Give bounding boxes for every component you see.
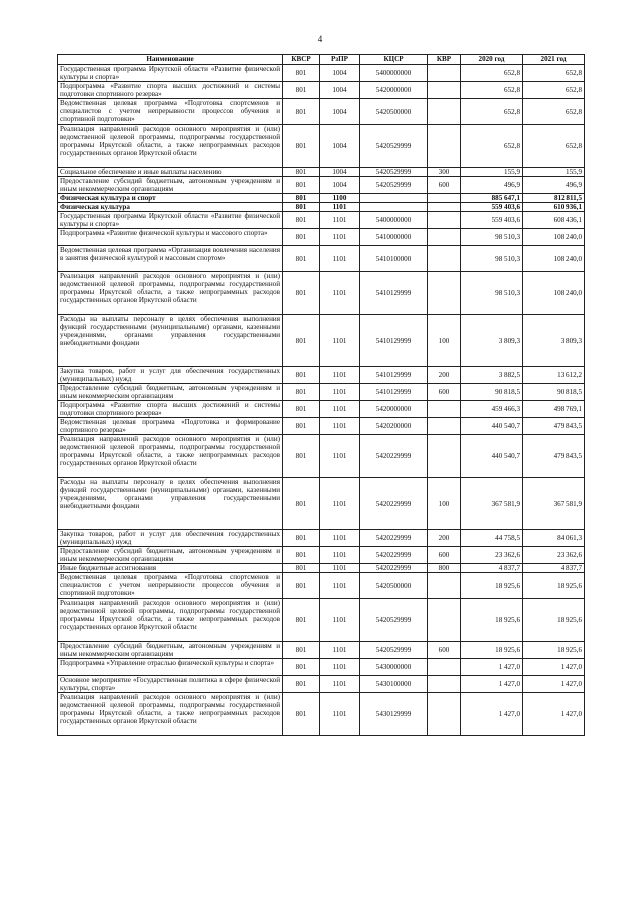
table-row: [58, 246, 585, 272]
cell-2020: 44 758,5: [461, 530, 523, 547]
table-row: [58, 212, 585, 229]
cell-kvr: [428, 599, 461, 642]
cell-2021: 108 240,0: [523, 272, 585, 315]
cell-rzpr: 1100: [320, 194, 360, 203]
cell-2020: 4 837,7: [461, 564, 523, 573]
cell-kvr: [428, 65, 461, 82]
cell-kcsr: [360, 203, 428, 212]
cell-2020: 98 510,3: [461, 272, 523, 315]
cell-name: Закупка товаров, работ и услуг для обеспечения государственных (муниципальных) нужд: [58, 530, 283, 547]
cell-2020: 155,9: [461, 168, 523, 177]
header-2021: 2021 год: [523, 55, 585, 65]
cell-kvr: [428, 125, 461, 168]
cell-2020: 652,8: [461, 99, 523, 125]
cell-name: Ведомственная целевая программа «Организация вовлечения населения в занятия физической культурой и массовым спортом»: [58, 246, 283, 272]
cell-name: Подпрограмма «Управление отраслью физической культуры и спорта»: [58, 659, 283, 676]
page-number: 4: [317, 34, 323, 44]
cell-kcsr: 5420529999: [360, 642, 428, 659]
table-row: [58, 547, 585, 564]
cell-kvsr: 801: [283, 573, 320, 599]
table-row: [58, 82, 585, 99]
cell-kvsr: 801: [283, 168, 320, 177]
table-row: [58, 125, 585, 168]
cell-kvsr: 801: [283, 676, 320, 693]
cell-kvr: [428, 194, 461, 203]
cell-2021: 479 843,5: [523, 418, 585, 435]
table-row: [58, 99, 585, 125]
cell-kvr: [428, 246, 461, 272]
cell-2021: 652,8: [523, 65, 585, 82]
cell-name: Основное мероприятие «Государственная политика в сфере физической культуры, спорта»: [58, 676, 283, 693]
cell-rzpr: 1101: [320, 693, 360, 736]
cell-kvsr: 801: [283, 177, 320, 194]
cell-2020: 23 362,6: [461, 547, 523, 564]
cell-kcsr: 5410000000: [360, 229, 428, 246]
cell-2020: 885 647,1: [461, 194, 523, 203]
table-row: [58, 315, 585, 367]
cell-kcsr: 5410100000: [360, 246, 428, 272]
cell-name: Иные бюджетные ассигнования: [58, 564, 283, 573]
table-row: [58, 642, 585, 659]
cell-kvr: 600: [428, 384, 461, 401]
cell-rzpr: 1101: [320, 229, 360, 246]
cell-rzpr: 1101: [320, 564, 360, 573]
cell-kvsr: 801: [283, 478, 320, 530]
header-kvsr: КВСР: [283, 55, 320, 65]
table-row: [58, 478, 585, 530]
cell-name: Физическая культура: [58, 203, 283, 212]
cell-kcsr: 5420000000: [360, 401, 428, 418]
cell-2020: 98 510,3: [461, 229, 523, 246]
cell-kvsr: 801: [283, 401, 320, 418]
cell-2020: 3 809,3: [461, 315, 523, 367]
cell-kcsr: 5400000000: [360, 212, 428, 229]
cell-kvsr: 801: [283, 272, 320, 315]
table-row: [58, 65, 585, 82]
cell-2021: 84 061,3: [523, 530, 585, 547]
cell-2020: 496,9: [461, 177, 523, 194]
cell-kcsr: 5420529999: [360, 177, 428, 194]
cell-kcsr: 5420200000: [360, 418, 428, 435]
cell-2020: 459 466,3: [461, 401, 523, 418]
cell-kvsr: 801: [283, 65, 320, 82]
table-row: [58, 573, 585, 599]
cell-kvr: [428, 693, 461, 736]
header-name: Наименование: [58, 55, 283, 65]
budget-table: [57, 54, 585, 736]
cell-rzpr: 1101: [320, 435, 360, 478]
cell-rzpr: 1004: [320, 168, 360, 177]
cell-2020: 652,8: [461, 65, 523, 82]
cell-kvr: [428, 659, 461, 676]
cell-2021: 108 240,0: [523, 229, 585, 246]
cell-2021: 1 427,0: [523, 659, 585, 676]
cell-rzpr: 1101: [320, 642, 360, 659]
table-row: [58, 194, 585, 203]
cell-rzpr: 1101: [320, 676, 360, 693]
cell-kcsr: [360, 194, 428, 203]
cell-name: Реализация направлений расходов основного мероприятия и (или) ведомственной целевой программы, подпрограммы государственной программы Иркутской области, а также непрограммных расходов государственных органов Иркутской области: [58, 435, 283, 478]
cell-rzpr: 1101: [320, 272, 360, 315]
cell-name: Предоставление субсидий бюджетным, автономным учреждениям и иным некоммерческим организациям: [58, 642, 283, 659]
cell-kvr: [428, 418, 461, 435]
cell-name: Реализация направлений расходов основного мероприятия и (или) ведомственной целевой программы, подпрограммы государственной программы Иркутской области, а также непрограммных расходов государственных органов Иркутской области: [58, 272, 283, 315]
cell-kcsr: 5420529999: [360, 599, 428, 642]
cell-2021: 18 925,6: [523, 573, 585, 599]
cell-kvsr: 801: [283, 599, 320, 642]
cell-rzpr: 1101: [320, 547, 360, 564]
cell-kvsr: 801: [283, 659, 320, 676]
table-row: [58, 177, 585, 194]
cell-kvr: [428, 401, 461, 418]
cell-2021: 18 925,6: [523, 642, 585, 659]
cell-rzpr: 1004: [320, 82, 360, 99]
cell-kcsr: 5430129999: [360, 693, 428, 736]
cell-name: Подпрограмма «Развитие спорта высших достижений и системы подготовки спортивного резерва»: [58, 82, 283, 99]
cell-kvr: [428, 212, 461, 229]
cell-2020: 652,8: [461, 82, 523, 99]
table-row: [58, 203, 585, 212]
cell-kvr: 100: [428, 315, 461, 367]
cell-rzpr: 1101: [320, 418, 360, 435]
table-row: [58, 229, 585, 246]
cell-name: Расходы на выплаты персоналу в целях обеспечения выполнения функций государственными (муниципальными) органами, казенными учреждениями, органами управления государственными внебюджетными фондами: [58, 315, 283, 367]
cell-kcsr: 5420000000: [360, 82, 428, 99]
cell-name: Предоставление субсидий бюджетным, автономным учреждениям и иным некоммерческим организациям: [58, 384, 283, 401]
cell-name: Ведомственная целевая программа «Подготовка спортсменов и специалистов с учетом непрерывности процессов обучения и спортивной подготовки»: [58, 99, 283, 125]
cell-2020: 367 581,9: [461, 478, 523, 530]
cell-rzpr: 1004: [320, 65, 360, 82]
cell-name: Закупка товаров, работ и услуг для обеспечения государственных (муниципальных) нужд: [58, 367, 283, 384]
cell-name: Физическая культура и спорт: [58, 194, 283, 203]
cell-2020: 1 427,0: [461, 693, 523, 736]
table-row: [58, 599, 585, 642]
cell-rzpr: 1101: [320, 212, 360, 229]
cell-kcsr: 5420529999: [360, 125, 428, 168]
cell-kvr: [428, 573, 461, 599]
cell-2021: 90 818,5: [523, 384, 585, 401]
cell-kvsr: 801: [283, 203, 320, 212]
cell-kvsr: 801: [283, 564, 320, 573]
cell-kvr: [428, 99, 461, 125]
cell-2020: 1 427,0: [461, 659, 523, 676]
cell-name: Предоставление субсидий бюджетным, автономным учреждениям и иным некоммерческим организациям: [58, 547, 283, 564]
table-row: [58, 693, 585, 736]
cell-kvsr: 801: [283, 212, 320, 229]
cell-kcsr: 5420229999: [360, 478, 428, 530]
cell-rzpr: 1101: [320, 659, 360, 676]
cell-2021: 479 843,5: [523, 435, 585, 478]
cell-2021: 155,9: [523, 168, 585, 177]
cell-name: Предоставление субсидий бюджетным, автономным учреждениям и иным некоммерческим организациям: [58, 177, 283, 194]
cell-2021: 108 240,0: [523, 246, 585, 272]
cell-name: Подпрограмма «Развитие спорта высших достижений и системы подготовки спортивного резерва»: [58, 401, 283, 418]
cell-kvr: [428, 676, 461, 693]
cell-kcsr: 5410129999: [360, 315, 428, 367]
cell-rzpr: 1101: [320, 203, 360, 212]
cell-2020: 18 925,6: [461, 599, 523, 642]
cell-kvsr: 801: [283, 99, 320, 125]
cell-kcsr: 5420529999: [360, 168, 428, 177]
table-row: [58, 401, 585, 418]
cell-kcsr: 5410129999: [360, 272, 428, 315]
cell-kvr: [428, 82, 461, 99]
cell-2021: 498 769,1: [523, 401, 585, 418]
cell-kcsr: 5430000000: [360, 659, 428, 676]
table-row: [58, 384, 585, 401]
cell-kcsr: 5420229999: [360, 435, 428, 478]
cell-rzpr: 1101: [320, 384, 360, 401]
table-row: [58, 676, 585, 693]
cell-2021: 1 427,0: [523, 693, 585, 736]
cell-name: Расходы на выплаты персоналу в целях обеспечения выполнения функций государственными (муниципальными) органами, казенными учреждениями, органами управления государственными внебюджетными фондами: [58, 478, 283, 530]
cell-rzpr: 1101: [320, 530, 360, 547]
cell-2020: 18 925,6: [461, 642, 523, 659]
cell-name: Государственная программа Иркутской области «Развитие физической культуры и спорта»: [58, 212, 283, 229]
cell-kcsr: 5410129999: [360, 367, 428, 384]
cell-kvsr: 801: [283, 418, 320, 435]
cell-kvsr: 801: [283, 367, 320, 384]
cell-kcsr: 5420229999: [360, 547, 428, 564]
cell-kvsr: 801: [283, 125, 320, 168]
cell-kvsr: 801: [283, 642, 320, 659]
cell-name: Ведомственная целевая программа «Подготовка и формирование спортивного резерва»: [58, 418, 283, 435]
cell-kvr: [428, 229, 461, 246]
cell-2021: 18 925,6: [523, 599, 585, 642]
cell-2021: 496,9: [523, 177, 585, 194]
cell-name: Реализация направлений расходов основного мероприятия и (или) ведомственной целевой программы, подпрограммы государственной программы Иркутской области, а также непрограммных расходов государственных органов Иркутской области: [58, 693, 283, 736]
cell-rzpr: 1101: [320, 315, 360, 367]
cell-rzpr: 1101: [320, 573, 360, 599]
table-row: [58, 564, 585, 573]
header-kvr: КВР: [428, 55, 461, 65]
cell-2021: 652,8: [523, 125, 585, 168]
header-2020: 2020 год: [461, 55, 523, 65]
cell-kvr: 600: [428, 177, 461, 194]
header-rzpr: РзПР: [320, 55, 360, 65]
cell-rzpr: 1101: [320, 599, 360, 642]
cell-rzpr: 1004: [320, 177, 360, 194]
cell-rzpr: 1101: [320, 367, 360, 384]
cell-kvr: 300: [428, 168, 461, 177]
cell-kvsr: 801: [283, 229, 320, 246]
cell-name: Реализация направлений расходов основного мероприятия и (или) ведомственной целевой программы, подпрограммы государственной программы Иркутской области, а также непрограммных расходов государственных органов Иркутской области: [58, 125, 283, 168]
cell-kvsr: 801: [283, 194, 320, 203]
cell-kvr: [428, 203, 461, 212]
cell-2020: 559 403,6: [461, 212, 523, 229]
cell-2020: 440 540,7: [461, 418, 523, 435]
cell-kvr: 800: [428, 564, 461, 573]
table-row: [58, 530, 585, 547]
table-header-row: [58, 55, 585, 65]
cell-2021: 652,8: [523, 99, 585, 125]
table-row: [58, 272, 585, 315]
cell-kvsr: 801: [283, 315, 320, 367]
cell-kvsr: 801: [283, 547, 320, 564]
cell-kvsr: 801: [283, 384, 320, 401]
cell-2020: 18 925,6: [461, 573, 523, 599]
cell-kcsr: 5420500000: [360, 573, 428, 599]
cell-kvr: 600: [428, 547, 461, 564]
cell-kcsr: 5400000000: [360, 65, 428, 82]
cell-2021: 1 427,0: [523, 676, 585, 693]
cell-kvr: 200: [428, 530, 461, 547]
table-row: [58, 418, 585, 435]
cell-2021: 23 362,6: [523, 547, 585, 564]
cell-2020: 440 540,7: [461, 435, 523, 478]
cell-kvsr: 801: [283, 530, 320, 547]
cell-name: Социальное обеспечение и иные выплаты населению: [58, 168, 283, 177]
cell-2020: 90 818,5: [461, 384, 523, 401]
cell-kvsr: 801: [283, 82, 320, 99]
cell-2020: 1 427,0: [461, 676, 523, 693]
cell-kcsr: 5420500000: [360, 99, 428, 125]
cell-name: Реализация направлений расходов основного мероприятия и (или) ведомственной целевой программы, подпрограммы государственной программы Иркутской области, а также непрограммных расходов государственных органов Иркутской области: [58, 599, 283, 642]
cell-rzpr: 1101: [320, 246, 360, 272]
cell-kcsr: 5420229999: [360, 530, 428, 547]
cell-kcsr: 5420229999: [360, 564, 428, 573]
cell-2020: 652,8: [461, 125, 523, 168]
cell-2021: 3 809,3: [523, 315, 585, 367]
cell-name: Подпрограмма «Развитие физической культуры и массового спорта»: [58, 229, 283, 246]
cell-rzpr: 1101: [320, 478, 360, 530]
cell-2021: 812 811,5: [523, 194, 585, 203]
table-row: [58, 367, 585, 384]
cell-name: Государственная программа Иркутской области «Развитие физической культуры и спорта»: [58, 65, 283, 82]
cell-kvsr: 801: [283, 246, 320, 272]
cell-kvr: 100: [428, 478, 461, 530]
table-row: [58, 435, 585, 478]
cell-2021: 610 936,1: [523, 203, 585, 212]
cell-kvr: 200: [428, 367, 461, 384]
cell-2020: 3 882,5: [461, 367, 523, 384]
cell-2021: 367 581,9: [523, 478, 585, 530]
table-row: [58, 168, 585, 177]
cell-2021: 4 837,7: [523, 564, 585, 573]
table-row: [58, 659, 585, 676]
cell-kvsr: 801: [283, 435, 320, 478]
cell-2021: 652,8: [523, 82, 585, 99]
cell-rzpr: 1004: [320, 99, 360, 125]
header-kcsr: КЦСР: [360, 55, 428, 65]
cell-2021: 608 436,1: [523, 212, 585, 229]
cell-kvr: [428, 435, 461, 478]
cell-kvr: [428, 272, 461, 315]
cell-2020: 98 510,3: [461, 246, 523, 272]
cell-2020: 559 403,6: [461, 203, 523, 212]
cell-name: Ведомственная целевая программа «Подготовка спортсменов и специалистов с учетом непрерывности процессов обучения и спортивной подготовки»: [58, 573, 283, 599]
cell-kcsr: 5410129999: [360, 384, 428, 401]
cell-kvsr: 801: [283, 693, 320, 736]
cell-rzpr: 1101: [320, 401, 360, 418]
cell-rzpr: 1004: [320, 125, 360, 168]
cell-2021: 13 612,2: [523, 367, 585, 384]
cell-kcsr: 5430100000: [360, 676, 428, 693]
cell-kvr: 600: [428, 642, 461, 659]
